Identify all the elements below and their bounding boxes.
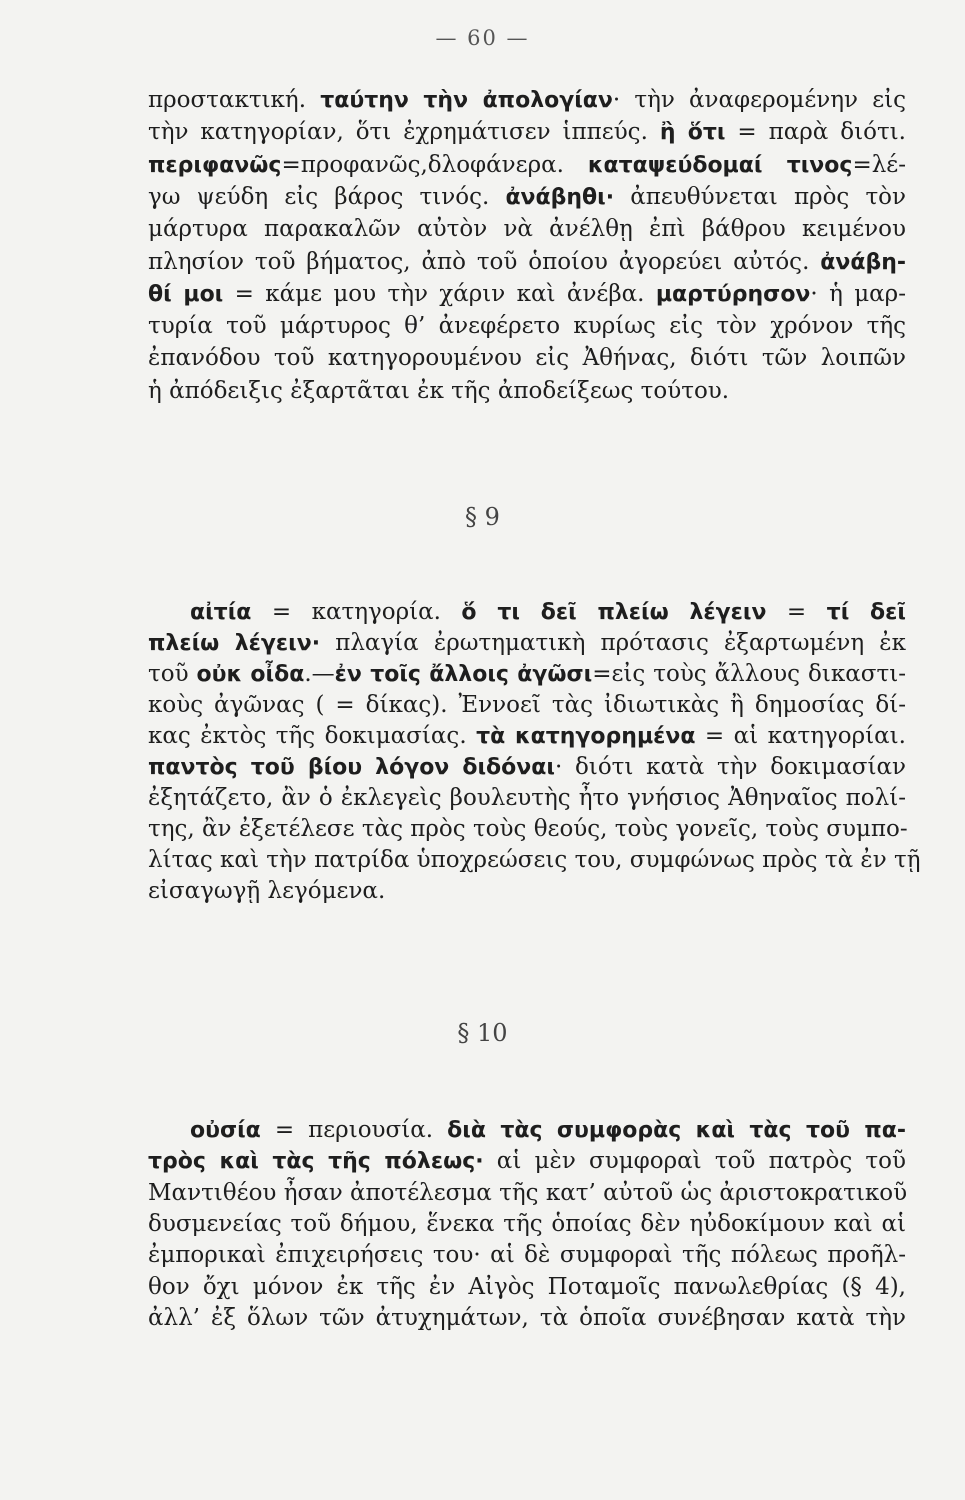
gloss-text: = κατηγορία. [251, 599, 462, 625]
lemma-term: καταψεύδομαί τινος [587, 152, 853, 178]
lemma-term: αἰτία [190, 600, 252, 625]
lemma-term: ὅ τι δεῖ πλείω λέγειν [461, 600, 767, 625]
lemma-term: διὰ τὰς συμφορὰς καὶ τὰς τοῦ πα- [447, 1118, 907, 1143]
text-line [148, 690, 906, 720]
text-line [148, 311, 906, 341]
gloss-text: δυσμενείας τοῦ δήμου, ἕνεκα τῆς ὁποίας δὲν ηὐδοκίμουν καὶ αἱ [148, 1210, 906, 1237]
text-line [148, 659, 906, 690]
gloss-text: θον ὄχι μόνον ἐκ τῆς ἐν Αἰγὸς Ποταμοῖς πανωλεθρίας (§ 4), [148, 1273, 906, 1300]
text-line [148, 783, 906, 813]
gloss-text: · τὴν ἀναφερομένην εἰς [612, 87, 907, 113]
gloss-text: = παρὰ διότι. [725, 119, 906, 146]
gloss-text: αἱ μὲν συμφοραὶ τοῦ πατρὸς τοῦ [483, 1148, 906, 1175]
text-line [148, 1209, 906, 1239]
lemma-term: τρὸς καὶ τὰς τῆς πόλεως· [148, 1149, 484, 1175]
text-line [148, 214, 906, 244]
lemma-term: οὐκ οἶδα [196, 662, 305, 687]
gloss-text: =προφανῶς,δλοφάνερα. [281, 151, 588, 178]
section-heading-9: § 9 [465, 503, 500, 531]
gloss-text: Μαντιθέου ἦσαν ἀποτέλεσμα τῆς κατ’ αὐτοῦ ὡς ἀριστοκρατικοῦ [148, 1179, 908, 1206]
lemma-term: ἀνάβη- [820, 249, 906, 275]
gloss-text: ἀλλ’ ἐξ ὅλων τῶν ἀτυχημάτων, τὰ ὁποῖα συνέβησαν κατὰ τὴν [148, 1304, 906, 1331]
lemma-term: πλείω λέγειν· [148, 631, 321, 656]
gloss-text: ἐμπορικαὶ ἐπιχειρήσεις του· αἱ δὲ συμφοραὶ τῆς πόλεως προῆλ- [148, 1242, 906, 1269]
gloss-text: γω ψεύδη εἰς βάρος τινός. [148, 183, 506, 210]
text-line [148, 1146, 906, 1177]
text-line [190, 597, 906, 628]
text-line [148, 85, 906, 116]
lemma-term: ταύτην τὴν ἀπολογίαν [320, 88, 613, 113]
gloss-text: κοὺς ἀγῶνας ( = δίκας). Ἐννοεῖ τὰς ἰδιωτικὰς ἢ δημοσίας δί- [148, 692, 906, 718]
gloss-text: = κάμε μου τὴν χάριν καὶ ἀνέβα. [223, 280, 656, 307]
gloss-text: τοῦ [148, 661, 197, 687]
text-line [148, 1178, 906, 1208]
lemma-term: οὐσία [190, 1118, 261, 1143]
section-heading-10: § 10 [457, 1019, 508, 1047]
gloss-text: · διότι κατὰ τὴν δοκιμασίαν [554, 754, 906, 780]
gloss-text: κας ἐκτὸς τῆς δοκιμασίας. [148, 723, 477, 749]
lemma-term: παντὸς τοῦ βίου λόγον διδόναι [148, 755, 555, 780]
gloss-text: = αἱ κατηγορίαι. [695, 723, 906, 749]
gloss-text: λίτας καὶ τὴν πατρίδα ὑποχρεώσεις του, συμφώνως πρὸς τὰ ἐν τῇ [148, 847, 921, 873]
text-line [148, 1272, 906, 1302]
gloss-text: ἐξητάζετο, ἂν ὁ ἐκλεγεὶς βουλευτὴς ἦτο γνήσιος Ἀθηναῖος πολί- [148, 785, 906, 811]
lemma-term: ἀνάβηθι· [505, 184, 615, 210]
gloss-text: = περιουσία. [260, 1117, 448, 1143]
gloss-text: τὴν κατηγορίαν, ὅτι ἐχρημάτισεν ἱππεύς. [148, 119, 660, 146]
text-line [148, 721, 906, 752]
text-line [148, 1240, 906, 1270]
gloss-text: προστακτική. [148, 87, 321, 113]
lemma-term: θί μοι [148, 281, 224, 307]
gloss-text: .— [304, 661, 335, 687]
gloss-text: ἡ ἀπόδειξις ἐξαρτᾶται ἐκ τῆς ἀποδείξεως τούτου. [148, 377, 730, 404]
gloss-text: =λέ- [852, 151, 906, 178]
gloss-text: εἰσαγωγῇ λεγόμενα. [148, 878, 386, 904]
gloss-text: = [766, 599, 827, 625]
text-line [148, 343, 906, 373]
text-line [148, 182, 906, 213]
text-line [148, 376, 906, 406]
text-line [148, 279, 906, 310]
lemma-term: ἢ ὅτι [659, 120, 726, 146]
gloss-text: =εἰς τοὺς ἄλλους δικαστι- [592, 661, 906, 687]
text-line [148, 752, 906, 783]
gloss-text: πλαγία ἐρωτηματικὴ πρότασις ἐξαρτωμένη ἐκ [320, 630, 906, 656]
page-number: — 60 — [435, 26, 530, 50]
text-line [190, 1115, 906, 1146]
text-line [148, 117, 906, 148]
lemma-term: ἐν τοῖς ἄλλοις ἀγῶσι [334, 662, 593, 687]
gloss-text: τυρία τοῦ μάρτυρος θ’ ἀνεφέρετο κυρίως εἰς τὸν χρόνον τῆς [148, 313, 906, 340]
text-line [148, 150, 906, 181]
text-line [148, 814, 906, 844]
gloss-text: πλησίον τοῦ βήματος, ἀπὸ τοῦ ὁποίου ἀγορεύει αὐτός. [148, 248, 821, 275]
gloss-text: μάρτυρα παρακαλῶν αὐτὸν νὰ ἀνέλθῃ ἐπὶ βάθρου κειμένου [148, 216, 906, 243]
lemma-term: τὰ κατηγορημένα [476, 724, 696, 749]
gloss-text: · ἡ μαρ- [810, 280, 906, 307]
text-line [148, 876, 906, 906]
gloss-text: ἀπευθύνεται πρὸς τὸν [614, 183, 906, 210]
gloss-text: της, ἂν ἐξετέλεσε τὰς πρὸς τοὺς θεούς, τοὺς γονεῖς, τοὺς συμπο- [148, 816, 908, 842]
lemma-term: τί δεῖ [826, 600, 906, 625]
lemma-term: μαρτύρησον [655, 281, 811, 307]
text-line [148, 845, 921, 875]
lemma-term: περιφανῶς [148, 152, 282, 178]
text-line [148, 247, 906, 278]
text-line [148, 628, 906, 659]
text-line [148, 1303, 906, 1333]
gloss-text: ἐπανόδου τοῦ κατηγορουμένου εἰς Ἀθήνας, διότι τῶν λοιπῶν [148, 345, 906, 372]
